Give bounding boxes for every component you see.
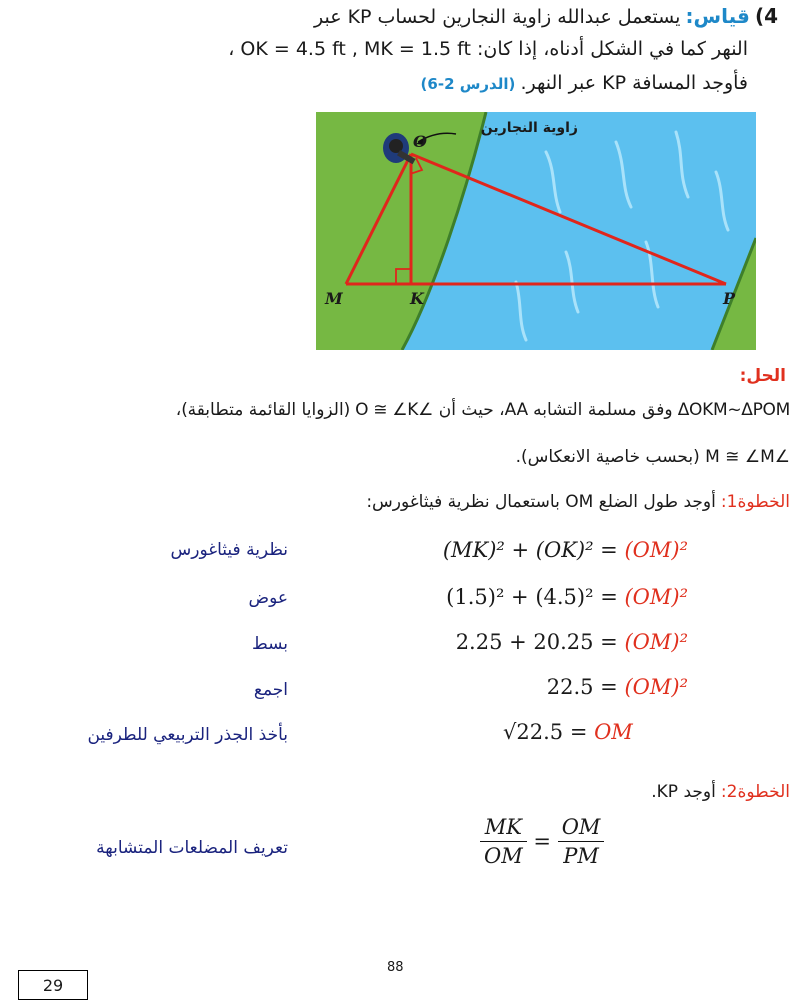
label-O: O — [413, 132, 427, 151]
fraction-left-numerator: MK — [480, 815, 527, 842]
equation-3-reason: بسط — [251, 634, 288, 654]
solution-line-2: ∠M ≅ ∠M (بحسب خاصية الانعكاس). — [515, 447, 790, 467]
equation-4 — [547, 675, 688, 699]
equation-1-lhs: (MK)² + (OK)² = — [442, 538, 625, 562]
equation-5-reason: بأخذ الجذر التربيعي للطرفين — [87, 725, 288, 745]
fraction-left — [480, 815, 527, 868]
equation-2-lhs: (1.5)² + (4.5)² = — [446, 585, 625, 609]
equation-1-reason: نظرية فيثاغورس — [170, 540, 288, 560]
equation-2-reason: عوض — [248, 588, 288, 608]
similarity-fraction: $\frac{MK}{OM}$ = $\frac{OM}{PM}$ — [480, 815, 604, 868]
fraction-reason: تعريف المضلعات المتشابهة — [96, 838, 288, 858]
question-tag: قياس: — [685, 4, 750, 28]
equation-3-lhs: 2.25 + 20.25 = — [455, 630, 625, 654]
river-figure — [316, 112, 756, 350]
equation-5-lhs: √22.5 = — [503, 720, 595, 744]
equation-2 — [446, 585, 688, 609]
equation-5-rhs: OM — [594, 720, 633, 744]
equation-3-rhs: (OM)² — [624, 630, 688, 654]
fraction-left-denominator: OM — [484, 844, 523, 868]
step2 — [390, 782, 790, 802]
question-header — [18, 4, 778, 34]
equation-3 — [456, 630, 688, 654]
equation-4-lhs: 22.5 = — [546, 675, 625, 699]
equation-5 — [503, 720, 633, 744]
fraction-right-denominator: PM — [563, 844, 599, 868]
label-P: P — [723, 289, 736, 308]
label-M: M — [325, 289, 343, 308]
step2-text: أوجد KP. — [651, 782, 716, 802]
step2-label: الخطوة2: — [720, 782, 790, 802]
equation-1 — [443, 538, 688, 562]
question-line-3: فأوجد المسافة KP عبر النهر. — [520, 72, 748, 94]
question-line-2: النهر كما في الشكل أدناه، إذا كان: OK = 4.5 ft , MK = 1.5 ft ، — [228, 38, 748, 60]
fraction-right — [558, 815, 605, 868]
figure-callout: زاوية النجارين — [480, 120, 578, 136]
equation-4-reason: اجمع — [253, 680, 288, 700]
solution-line-1: ΔOKM~ΔPOM وفق مسلمة التشابه AA، حيث أن ∠O ≅ ∠K (الزوايا القائمة متطابقة)، — [175, 400, 790, 420]
step1-text: أوجد طول الضلع OM باستعمال نظرية فيثاغورس: — [366, 492, 716, 512]
equation-1-rhs: (OM)² — [624, 538, 688, 562]
question-line-1: يستعمل عبدالله زاوية النجارين لحساب KP عبر — [313, 6, 681, 28]
equation-4-rhs: (OM)² — [624, 675, 688, 699]
question-number: 4) — [754, 4, 778, 28]
equation-2-rhs: (OM)² — [624, 585, 688, 609]
question-line-3-row — [48, 72, 748, 94]
step1 — [90, 492, 790, 512]
page-number: 88 — [387, 960, 404, 975]
page-box-number: 29 — [18, 970, 88, 1000]
solution-heading: الحل: — [739, 366, 786, 386]
label-K: K — [410, 289, 424, 308]
step1-label: الخطوة1: — [720, 492, 790, 512]
lesson-reference: (الدرس 2-6) — [420, 75, 516, 93]
fraction-right-numerator: OM — [558, 815, 605, 842]
